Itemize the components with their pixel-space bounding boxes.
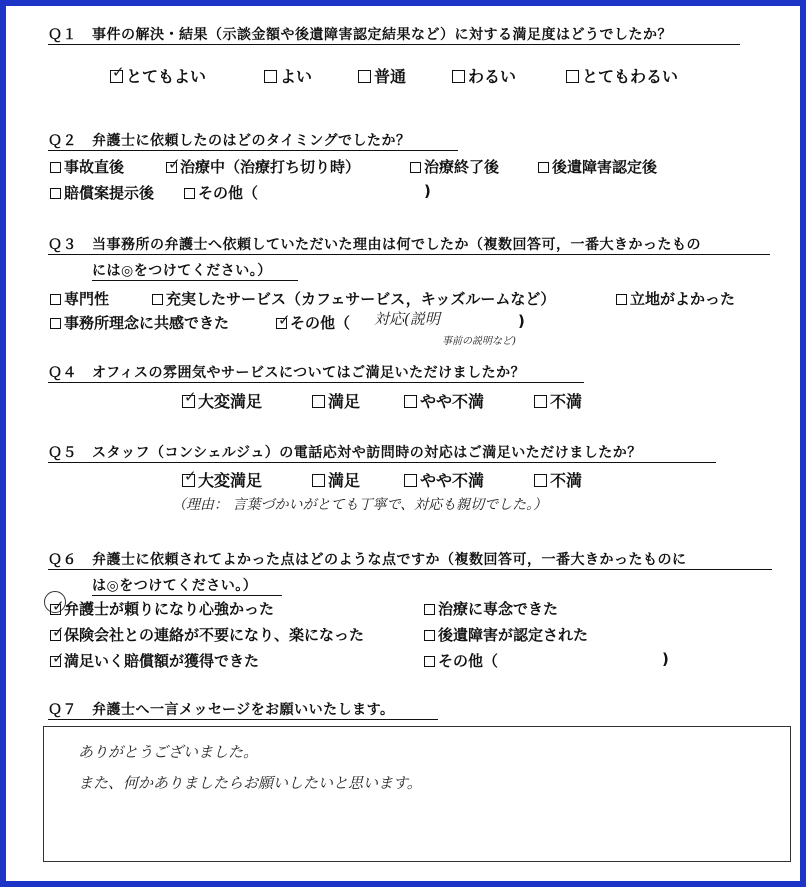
q3-underline-1: [48, 254, 770, 255]
checkbox-checked[interactable]: [50, 597, 65, 615]
q6-question-line1: [48, 549, 687, 569]
checkbox[interactable]: [566, 70, 579, 83]
check-mark-icon: ✓: [52, 623, 65, 641]
check-mark-icon: ✓: [168, 155, 181, 173]
q4-option-dissatisfied[interactable]: 不満: [534, 389, 582, 412]
q1-question: [48, 24, 672, 44]
q4-question: [48, 362, 525, 382]
q6-underline-1: [48, 569, 772, 570]
checkbox[interactable]: [452, 70, 465, 83]
q6-option-disability-certified[interactable]: 後遺障害が認定された: [424, 624, 588, 645]
checkbox[interactable]: [184, 188, 195, 199]
q2-underline: [48, 150, 458, 151]
checkbox-checked[interactable]: [110, 63, 125, 83]
q5-reason-handwritten: （理由： 言葉づかいがとても丁寧で、対応も親切でした。）: [172, 497, 548, 513]
checkbox[interactable]: [410, 162, 421, 173]
q2-option-after-disability-certification[interactable]: 後遺障害認定後: [538, 156, 657, 177]
message-line-2: また、何かありましたらお願いしたいと思います。: [78, 774, 422, 792]
checkbox-checked[interactable]: [182, 388, 197, 408]
message-line-1: ありがとうございました。: [78, 743, 259, 761]
q5-label: Ｑ５: [48, 445, 77, 461]
q6-option-focus-treatment[interactable]: 治療に専念できた: [424, 598, 558, 619]
q1-text: 事件の解決・結果（示談金額や後遺障害認定結果など）に対する満足度はどうでしたか？: [92, 27, 672, 43]
q3-option-location[interactable]: 立地がよかった: [616, 288, 735, 309]
q4-option-very-satisfied[interactable]: ✓ 大変満足: [184, 388, 263, 411]
checkbox[interactable]: [538, 162, 549, 173]
checkbox[interactable]: [534, 474, 547, 487]
checkbox-checked[interactable]: [50, 649, 65, 667]
q6-other-close-paren: ): [662, 650, 669, 668]
q5-option-very-satisfied[interactable]: ✓ 大変満足: [184, 467, 263, 490]
q2-label: Ｑ２: [48, 133, 77, 149]
q7-text: 弁護士へ一言メッセージをお願いいたします。: [92, 702, 395, 718]
q3-handwritten-answer: 対応(説明: [374, 310, 440, 328]
q2-option-other[interactable]: その他（: [184, 182, 258, 203]
q1-option-average[interactable]: 普通: [358, 64, 406, 87]
check-mark-icon: ✓: [278, 311, 291, 329]
q1-underline: [48, 44, 740, 45]
checkbox[interactable]: [50, 318, 61, 329]
q6-underline-2: [92, 595, 282, 596]
q4-option-satisfied[interactable]: 満足: [312, 389, 360, 412]
q6-text-line1: 弁護士に依頼されてよかった点はどのような点ですか（複数回答可，一番大きかったものに: [92, 552, 687, 568]
q1-option-very-bad[interactable]: とてもわるい: [566, 64, 678, 87]
q6-option-reliable-lawyer[interactable]: ✓ 弁護士が頼りになり心強かった: [52, 597, 275, 618]
q5-option-somewhat-dissatisfied[interactable]: やや不満: [404, 468, 484, 491]
q6-option-satisfactory-compensation[interactable]: ✓ 満足いく賠償額が獲得できた: [52, 649, 260, 670]
q6-option-no-insurer-contact[interactable]: ✓ 保険会社との連絡が不要になり、楽になった: [52, 623, 365, 644]
checkbox[interactable]: [50, 294, 61, 305]
q7-label: Ｑ７: [48, 702, 77, 718]
q3-text-line1: 当事務所の弁護士へ依頼していただいた理由は何でしたか（複数回答可，一番大きかったもの: [92, 237, 701, 253]
q2-other-close-paren: ): [424, 182, 431, 200]
q3-label: Ｑ３: [48, 237, 77, 253]
q2-option-after-compensation-offer[interactable]: 賠償案提示後: [50, 182, 154, 203]
q6-option-other[interactable]: その他（: [424, 650, 498, 671]
checkbox[interactable]: [50, 162, 61, 173]
q3-question-line1: [48, 234, 701, 254]
q4-option-somewhat-dissatisfied[interactable]: やや不満: [404, 389, 484, 412]
checkbox[interactable]: [616, 294, 627, 305]
check-mark-icon: ✓: [52, 597, 65, 615]
checkbox[interactable]: [424, 656, 435, 667]
q3-option-philosophy[interactable]: 事務所理念に共感できた: [50, 312, 229, 333]
q1-label: Ｑ１: [48, 27, 77, 43]
q6-text-line2: は◎をつけてください。）: [92, 578, 258, 594]
checkbox[interactable]: [424, 604, 435, 615]
q3-other-close-paren: ): [518, 312, 525, 330]
check-mark-icon: ✓: [184, 388, 197, 406]
q5-question: [48, 442, 642, 462]
checkbox-checked[interactable]: [276, 311, 291, 329]
q3-underline-2: [92, 280, 298, 281]
checkbox[interactable]: [264, 70, 277, 83]
checkbox[interactable]: [404, 474, 417, 487]
q2-text: 弁護士に依頼したのはどのタイミングでしたか？: [92, 133, 411, 149]
checkbox[interactable]: [358, 70, 371, 83]
check-mark-icon: ✓: [52, 649, 65, 667]
q5-option-satisfied[interactable]: 満足: [312, 468, 360, 491]
q3-text-line2: には◎をつけてください。）: [92, 263, 272, 279]
checkbox[interactable]: [534, 395, 547, 408]
checkbox[interactable]: [404, 395, 417, 408]
q7-question: [48, 699, 395, 719]
q6-label: Ｑ６: [48, 552, 77, 568]
q1-option-good[interactable]: よい: [264, 64, 312, 87]
checkbox[interactable]: [424, 630, 435, 641]
q2-question: [48, 130, 410, 150]
q2-option-right-after-accident[interactable]: 事故直後: [50, 156, 124, 177]
q4-label: Ｑ４: [48, 365, 77, 381]
q4-text: オフィスの雰囲気やサービスについてはご満足いただけましたか？: [92, 365, 526, 381]
q3-option-other[interactable]: ✓ その他（: [278, 311, 351, 332]
checkbox-checked[interactable]: [166, 155, 181, 173]
q5-text: スタッフ（コンシェルジュ）の電話応対や訪問時の対応はご満足いただけましたか？: [92, 445, 642, 461]
checkbox[interactable]: [312, 395, 325, 408]
q7-underline: [48, 719, 438, 720]
q1-option-bad[interactable]: わるい: [452, 64, 516, 87]
q5-option-dissatisfied[interactable]: 不満: [534, 468, 582, 491]
checkbox[interactable]: [152, 294, 163, 305]
q2-option-during-treatment[interactable]: ✓ 治療中（治療打ち切り時）: [168, 155, 361, 176]
checkbox[interactable]: [50, 188, 61, 199]
checkbox[interactable]: [312, 474, 325, 487]
q2-option-after-treatment[interactable]: 治療終了後: [410, 156, 499, 177]
check-mark-icon: ✓: [112, 63, 125, 81]
q3-option-services[interactable]: 充実したサービス（カフェサービス，キッズルームなど）: [152, 288, 555, 309]
q4-underline: [48, 382, 584, 383]
q3-handwritten-answer-2: 事前の説明など): [442, 336, 516, 347]
q5-underline: [48, 462, 716, 463]
q3-option-expertise[interactable]: 専門性: [50, 288, 109, 309]
checkbox-checked[interactable]: [182, 467, 197, 487]
q1-option-very-good[interactable]: ✓ とてもよい: [112, 63, 207, 86]
checkbox-checked[interactable]: [50, 623, 65, 641]
check-mark-icon: ✓: [184, 467, 197, 485]
